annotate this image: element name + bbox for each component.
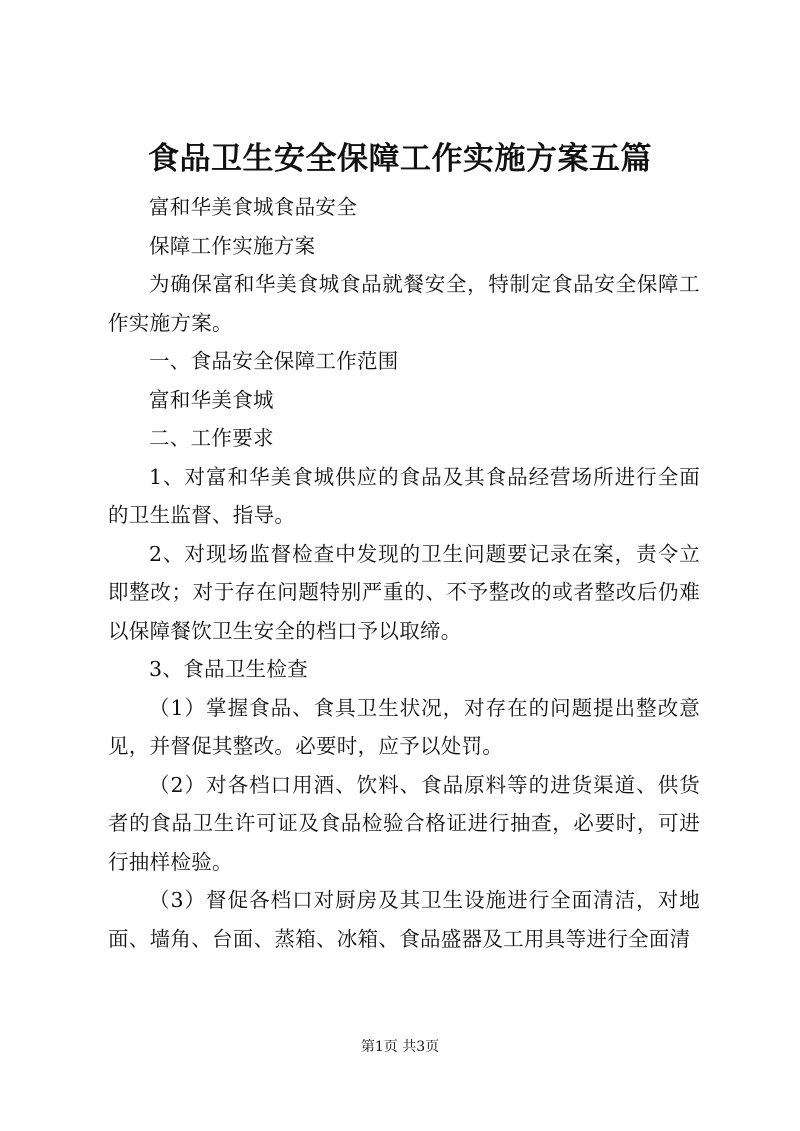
paragraph: 富和华美食城食品安全	[149, 195, 357, 219]
paragraph: （1）掌握食品、食具卫生状况，对存在的问题提出整改意见，并督促其整改。必要时，应予以处罚。	[108, 695, 700, 758]
paragraph: 富和华美食城	[149, 387, 274, 412]
section-heading: 二、工作要求	[149, 426, 274, 450]
paragraph: 1、对富和华美食城供应的食品及其食品经营场所进行全面的卫生监督、指导。	[108, 464, 700, 527]
document-body	[108, 188, 700, 958]
page-number-footer: 第1页 共3页	[360, 1039, 440, 1055]
paragraph: 2、对现场监督检查中发现的卫生问题要记录在案，责令立即整改；对于存在问题特别严重的、不予整改的或者整改后仍难以保障餐饮卫生安全的档口予以取缔。	[108, 541, 700, 643]
paragraph: （2）对各档口用酒、饮料、食品原料等的进货渠道、供货者的食品卫生许可证及食品检验合格证进行抽查，必要时，可进行抽样检验。	[108, 772, 700, 874]
document-title: 食品卫生安全保障工作实施方案五篇	[148, 141, 652, 177]
paragraph: 保障工作实施方案	[149, 233, 316, 258]
paragraph: 为确保富和华美食城食品就餐安全，特制定食品安全保障工作实施方案。	[108, 272, 700, 335]
section-heading: 3、食品卫生检查	[149, 657, 308, 681]
paragraph: （3）督促各档口对厨房及其卫生设施进行全面清洁，对地面、墙角、台面、蒸箱、冰箱、食品盛器及工用具等进行全面清	[108, 888, 700, 951]
section-heading: 一、食品安全保障工作范围	[149, 349, 399, 373]
